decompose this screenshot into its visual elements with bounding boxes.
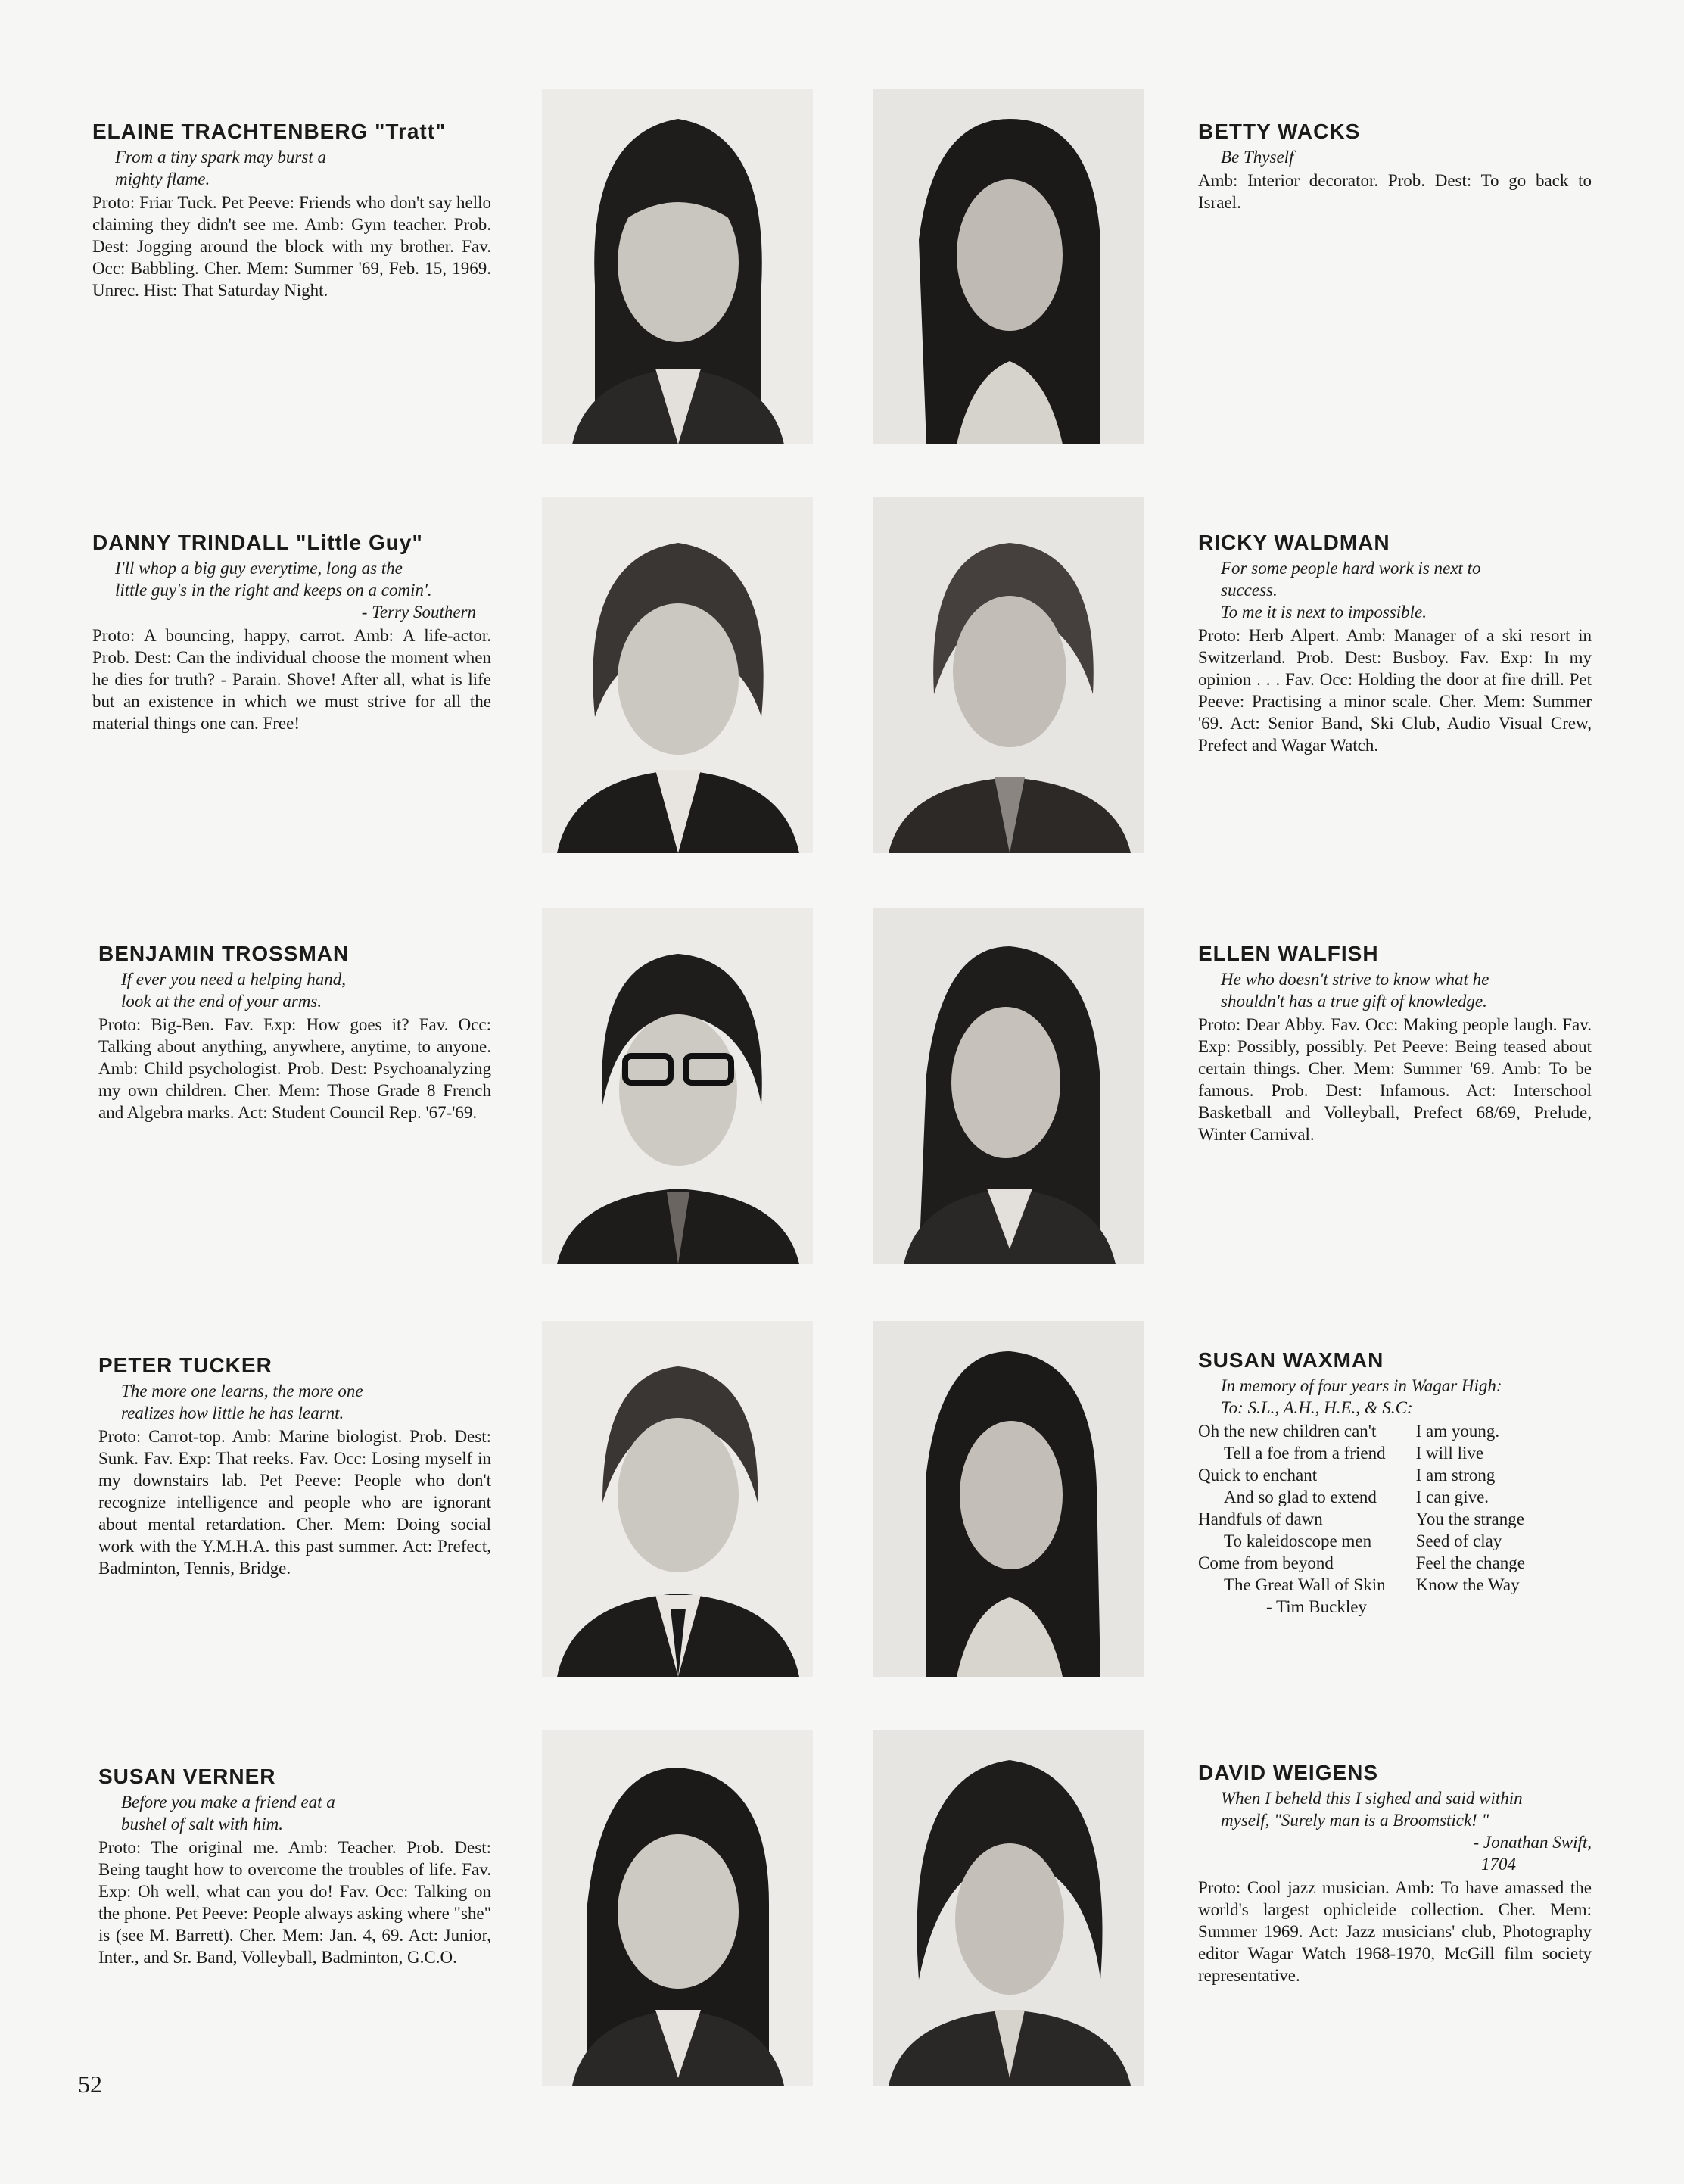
- quote-line: look at the end of your arms.: [121, 992, 322, 1011]
- student-entry-wacks: [1198, 119, 1592, 213]
- student-name: SUSAN WAXMAN: [1198, 1348, 1384, 1372]
- quote-line: To me it is next to impossible.: [1221, 603, 1427, 622]
- student-entry-waldman: [1198, 530, 1592, 756]
- poem-line: I am strong: [1415, 1466, 1496, 1485]
- quote-attribution: 1704: [1481, 1855, 1516, 1874]
- student-name: PETER TUCKER: [98, 1354, 272, 1377]
- poem-column-left: [1198, 1420, 1386, 1618]
- student-bio: Proto: Carrot-top. Amb: Marine biologist. Prob. Dest: Sunk. Fav. Exp: That reeks. Fav. Occ: Losing myself in my downstairs lab. Pet Peeve: People who don't recognize intelligence and people who are ignorant about mental retardation. Cher. Mem: Doing social work with the Y.M.H.A. this past summer. Act: Prefect, Badminton, Tennis, Bridge.: [98, 1427, 491, 1578]
- student-bio: Proto: Friar Tuck. Pet Peeve: Friends who don't say hello claiming they didn't see me. Amb: Gym teacher. Prob. Dest: Jogging around the block with my brother. Fav. Occ: Babbling. Cher. Mem: Summer '69, Feb. 15, 1969. Unrec. Hist: That Saturday Night.: [92, 193, 491, 300]
- student-quote: [1221, 146, 1592, 168]
- quote-line: Be Thyself: [1221, 148, 1294, 167]
- student-entry-weigens: [1198, 1760, 1592, 1986]
- student-bio: Proto: Big-Ben. Fav. Exp: How goes it? Fav. Occ: Talking about anything, anywhere, anytime, to anyone. Amb: Child psychologist. Prob. Dest: Psychoanalyzing my own children. Cher. Mem: Those Grade 8 French and Algebra marks. Act: Student Council Rep. '67-'69.: [98, 1015, 491, 1122]
- quote-line: mighty flame.: [115, 170, 210, 188]
- student-quote: [121, 1791, 491, 1835]
- poem-line: Oh the new children can't: [1198, 1422, 1377, 1441]
- quote-line: To: S.L., A.H., H.E., & S.C:: [1221, 1398, 1413, 1417]
- student-entry-walfish: [1198, 941, 1592, 1145]
- quote-line: In memory of four years in Wagar High:: [1221, 1376, 1502, 1395]
- student-quote: [1221, 1375, 1592, 1419]
- quote-line: little guy's in the right and keeps on a comin'.: [115, 581, 432, 600]
- poem-line: To kaleidoscope men: [1224, 1531, 1372, 1550]
- student-entry-waxman: [1198, 1347, 1592, 1618]
- portrait-photo: [542, 1730, 813, 2086]
- student-bio: Proto: Dear Abby. Fav. Occ: Making people laugh. Fav. Exp: Possibly, possibly. Pet Peeve: Being teased about certain things. Cher. Mem: Summer '69. Amb: To be famous. Prob. Dest: Infamous. Act: Interschool Basketball and Volleyball, Prefect 68/69, Prelude, Winter Carnival.: [1198, 1015, 1592, 1144]
- portrait-photo: [542, 89, 813, 444]
- poem-line: Quick to enchant: [1198, 1466, 1318, 1485]
- quote-attribution: - Terry Southern: [361, 603, 476, 622]
- student-bio: Proto: The original me. Amb: Teacher. Prob. Dest: Being taught how to overcome the troubles of life. Fav. Exp: Oh well, what can you do! Fav. Occ: Talking on the phone. Pet Peeve: People always asking where "she" is (see M. Barrett). Cher. Mem: Jan. 4, 69. Act: Junior, Inter., and Sr. Band, Volleyball, Badminton, G.C.O.: [98, 1838, 491, 1967]
- quote-attribution: - Jonathan Swift,: [1473, 1833, 1592, 1852]
- student-quote: [1221, 968, 1592, 1012]
- quote-line: The more one learns, the more one: [121, 1382, 363, 1400]
- student-name: ELLEN WALFISH: [1198, 942, 1379, 965]
- poem: [1198, 1420, 1592, 1618]
- quote-line: If ever you need a helping hand,: [121, 970, 346, 989]
- student-name: BENJAMIN TROSSMAN: [98, 942, 350, 965]
- quote-line: success.: [1221, 581, 1278, 600]
- student-name: ELAINE TRACHTENBERG "Tratt": [92, 120, 447, 143]
- quote-line: bushel of salt with him.: [121, 1815, 284, 1834]
- page-number: 52: [78, 2070, 102, 2098]
- student-entry-trossman: [98, 941, 491, 1123]
- poem-line: Handfuls of dawn: [1198, 1509, 1323, 1528]
- quote-line: For some people hard work is next to: [1221, 559, 1481, 578]
- student-quote: [121, 968, 491, 1012]
- poem-line: You the strange: [1415, 1509, 1524, 1528]
- poem-column-right: [1416, 1420, 1525, 1618]
- quote-line: From a tiny spark may burst a: [115, 148, 326, 167]
- poem-line: I will live: [1415, 1444, 1484, 1463]
- poem-line: Come from beyond: [1198, 1553, 1334, 1572]
- student-quote: [121, 1380, 491, 1424]
- poem-line: And so glad to extend: [1224, 1488, 1377, 1506]
- portrait-photo: [873, 1321, 1144, 1677]
- quote-line: myself, "Surely man is a Broomstick! ": [1221, 1811, 1489, 1830]
- student-entry-trindall: [92, 530, 491, 734]
- quote-line: I'll whop a big guy everytime, long as the: [115, 559, 403, 578]
- student-quote: [1221, 1787, 1592, 1875]
- quote-line: Before you make a friend eat a: [121, 1793, 335, 1812]
- student-name: DANNY TRINDALL "Little Guy": [92, 531, 423, 554]
- quote-line: realizes how little he has learnt.: [121, 1404, 344, 1422]
- poem-line: Tell a foe from a friend: [1224, 1444, 1386, 1463]
- poem-line: Know the Way: [1415, 1575, 1520, 1594]
- poem-line: I am young.: [1415, 1422, 1500, 1441]
- portrait-photo: [873, 908, 1144, 1264]
- portrait-photo: [873, 89, 1144, 444]
- quote-line: He who doesn't strive to know what he: [1221, 970, 1489, 989]
- student-quote: [115, 557, 491, 623]
- quote-line: shouldn't has a true gift of knowledge.: [1221, 992, 1487, 1011]
- portrait-photo: [542, 1321, 813, 1677]
- portrait-photo: [873, 1730, 1144, 2086]
- student-name: DAVID WEIGENS: [1198, 1761, 1379, 1784]
- portrait-photo: [542, 497, 813, 853]
- student-bio: Proto: A bouncing, happy, carrot. Amb: A life-actor. Prob. Dest: Can the individual choose the moment when he dies for truth? - Parain. Shove! After all, what is life but an existence in which we must strive for all the material things one can. Free!: [92, 626, 491, 733]
- portrait-photo: [873, 497, 1144, 853]
- student-quote: [115, 146, 491, 190]
- student-entry-trachtenberg: [92, 119, 491, 301]
- poem-line: The Great Wall of Skin: [1224, 1575, 1386, 1594]
- student-name: BETTY WACKS: [1198, 120, 1361, 143]
- quote-line: When I beheld this I sighed and said within: [1221, 1789, 1523, 1808]
- student-bio: Amb: Interior decorator. Prob. Dest: To go back to Israel.: [1198, 171, 1592, 212]
- student-name: SUSAN VERNER: [98, 1765, 276, 1788]
- student-entry-verner: [98, 1764, 491, 1968]
- student-entry-tucker: [98, 1353, 491, 1579]
- student-bio: Proto: Herb Alpert. Amb: Manager of a ski resort in Switzerland. Prob. Dest: Busboy. Fav. Exp: In my opinion . . . Fav. Occ: Holding the door at fire drill. Pet Peeve: Practising a minor scale. Cher. Mem: Summer '69. Act: Senior Band, Ski Club, Audio Visual Crew, Prefect and Wagar Watch.: [1198, 626, 1592, 755]
- poem-attribution: - Tim Buckley: [1266, 1597, 1367, 1616]
- student-name: RICKY WALDMAN: [1198, 531, 1390, 554]
- student-bio: Proto: Cool jazz musician. Amb: To have amassed the world's largest ophicleide collection. Cher. Mem: Summer 1969. Act: Jazz musicians' club, Photography editor Wagar Watch 1968-1970, McGill film society representative.: [1198, 1878, 1592, 1985]
- portrait-photo: [542, 908, 813, 1264]
- poem-line: Seed of clay: [1415, 1531, 1502, 1550]
- poem-line: Feel the change: [1415, 1553, 1525, 1572]
- student-quote: [1221, 557, 1592, 623]
- poem-line: I can give.: [1415, 1488, 1489, 1506]
